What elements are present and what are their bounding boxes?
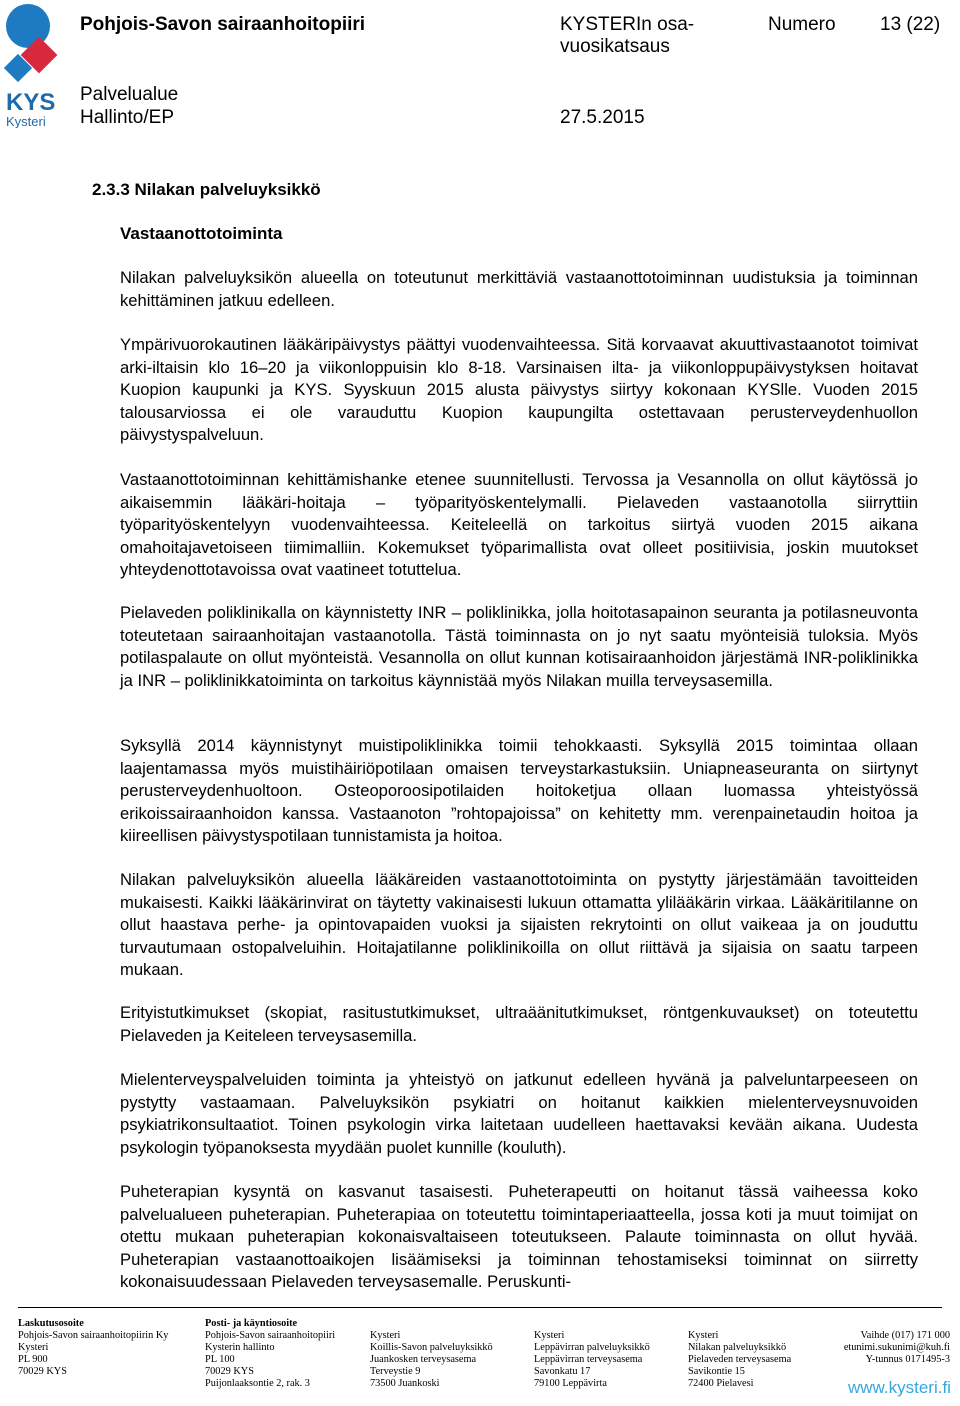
paragraph: Erityistutkimukset (skopiat, rasitustutkimukset, ultraäänitutkimukset, röntgenkuvaukset) on toteutettu Pielaveden ja Keiteleen terveysasemilla. [120,1003,918,1045]
footer-line: Nilakan palveluyksikkö [688,1342,787,1354]
kys-logo-mark [4,2,64,128]
logo-text: KYS [6,89,56,116]
paragraph: Ympärivuorokautinen lääkäripäivystys päättyi vuodenvaihteessa. Sitä korvaavat akuuttivastaanotot toimivat arki-iltaisin klo 16–20 ja viikonloppuisin klo 8-18. Varsinaisen ilta- ja viikonloppupäivystyksen hoitavat Kuopion kaupunki ja KYS. Syyskuun 2015 alusta päivystys siirtyy kokonaan KYSlle. Vuoden 2015 talousarviossa ei ole varauduttu Kuopion kaupungilta ostettavaan perusterveydenhuollon päivystyspalveluun. [120,335,918,444]
subheading: Vastaanottotoiminta [120,224,283,243]
section-heading: 2.3.3 Nilakan palveluyksikkö [92,180,321,199]
kys-logo [4,2,64,128]
footer-postal-address [205,1318,335,1391]
footer-pielavesi [688,1330,791,1390]
footer-heading: Laskutusosoite [18,1318,84,1329]
paragraph: Syksyllä 2014 käynnistynyt muistipoliklinikka toimii tehokkaasti. Syksyllä 2015 toimintaa ollaan laajentamassa myös muistihäiriöpotilaan omaisen terveystarkastuksiin. Uniapneaseuranta on siirtynyt perusterveydenhuoltoon. Osteoporoosipotilaiden hoitoketjua ollaan luomassa yhteistyössä erikoissairaanhoidon kanssa. Vastaanoton ”rohtopajoissa” on kehitetty mm. verenpainetaudin hoitoa ja kiireellisen päivystyspotilaan tunnistamista ja hoitoa. [120,736,918,845]
footer-line: Kysteri [534,1330,565,1341]
footer-heading: Posti- ja käyntiosoite [205,1318,298,1329]
footer-line: PL 100 [205,1354,235,1366]
footer-line: Savikontie 15 [688,1366,745,1378]
footer-line: Juankosken terveysasema [370,1354,477,1366]
footer-line: Leppävirran palveluyksikkö [534,1342,650,1354]
paragraph: Puheterapian kysyntä on kasvanut tasaisesti. Puheterapeutti on hoitanut tässä vaiheessa koko palvelualueen puheterapian. Puheterapiaa on toteutettu toimintaperiaatteella, jossa koti ja muut toimijat on otettu mukaan puheterapian kokonaisvaltaiseen toteutukseen. Palaute toiminnasta on ollut hyvää. Puheterapian vastaanottoaikojen lisäämiseksi ja toiminnan tehostamiseksi toiminnat on siirretty kokonaisuudessaan Pielaveden terveysasemalle. Peruskunti- [120,1182,918,1291]
footer-leppavirta [534,1330,650,1390]
footer-line: 73500 Juankoski [370,1378,440,1390]
footer-line: 70029 KYS [205,1366,254,1378]
footer-line: Pohjois-Savon sairaanhoitopiiri [205,1330,336,1342]
footer-line: Pielaveden terveysasema [688,1354,792,1366]
website-link[interactable]: www.kysteri.fi [848,1378,951,1397]
footer-line: Kysteri [18,1342,49,1354]
footer-line: PL 900 [18,1354,48,1366]
footer-line: Kysterin hallinto [205,1342,275,1354]
paragraph: Nilakan palveluyksikön alueella on toteutunut merkittäviä vastaanottotoiminnan uudistuksia ja toiminnan kehittäminen jatkuu edelleen. [120,268,918,310]
footer-line: Koillis-Savon palveluyksikkö [370,1342,493,1354]
footer-phone: Vaihde (017) 171 000 [860,1330,950,1341]
footer-juankoski [370,1330,493,1390]
page-number: 13 (22) [880,14,941,35]
footer-line: 79100 Leppävirta [534,1378,607,1390]
footer-line: Pohjois-Savon sairaanhoitopiirin Ky [18,1330,169,1342]
service-area-value: Hallinto/EP [80,107,174,128]
paragraph: Mielenterveyspalveluiden toiminta ja yhteistyö on jatkunut edelleen hyvänä ja palveluntarpeeseen on pystytty vastaamaan. Palveluyksikön psykiatri on hoitanut kaikkien mielenterveysnuvoiden psykiatrikonsultaatiot. Toinen psykologin virka laitetaan uudelleen haettavaksi kevään aikana. Uudesta psykologin työpanoksesta myydään puolet kunnille (kouluth). [120,1070,918,1157]
footer-billing-address [18,1318,168,1378]
footer-contact [830,1330,950,1366]
footer-line: 70029 KYS [18,1366,67,1378]
footer-line: Savonkatu 17 [534,1366,591,1378]
page-number-label: Numero [768,14,836,35]
organization-name: Pohjois-Savon sairaanhoitopiiri [80,14,366,35]
footer-divider [18,1307,942,1308]
footer-line: Kysteri [688,1330,719,1341]
paragraph: Pielaveden poliklinikalla on käynnistetty INR – poliklinikka, jolla hoitotasapainon seuranta ja potilasneuvonta toteutetaan sairaanhoitajan vastaanotolla. Tästä toiminnasta on jo nyt saatu myönteisiä tuloksia. Myös potilaspalaute on ollut myönteistä. Vesannolla on ollut kunnan kotisairaanhoidon järjestämä INR-poliklinikka ja INR – poliklinikkatoiminta on tarkoitus käynnistää myös Nilakan muilla terveysasemilla. [120,603,918,690]
footer-line: Terveystie 9 [370,1366,421,1378]
footer-email: etunimi.sukunimi@kuh.fi [843,1342,950,1354]
document-type: KYSTERIn osa-vuosikatsaus [560,14,695,57]
document-date: 27.5.2015 [560,107,645,128]
footer-line: Leppävirran terveysasema [534,1354,643,1366]
service-area-label: Palvelualue [80,84,179,105]
paragraph: Vastaanottotoiminnan kehittämishanke etenee suunnitellusti. Tervossa ja Vesannolla on ollut käytössä jo aikaisemmin lääkäri-hoitaja – työparityöskentelymalli. Pielaveden vastaanotolla siirryttiin työparityöskentelyyn vuodenvaihteessa. Keiteleellä on tarkoitus siirtyä vuoden 2015 aikana omahoitajavetoiseen tiimimalliin. Kokemukset työparimallista ovat olleet positiivisia, joskin muutokset yhteydenottotavoissa ovat vaatineet totuttelua. [120,470,918,579]
footer-line: 72400 Pielavesi [688,1378,754,1390]
footer-line: Kysteri [370,1330,401,1341]
paragraph: Nilakan palveluyksikön alueella lääkäreiden vastaanottotoiminta on pystytty järjestämään tavoitteiden mukaisesti. Kaikki lääkärinvirat on täytetty vakinaisesti lukuun ottamatta ylilääkärin virkaa. Lääkäritilanne on ollut haastava perhe- ja opintovapaiden vuoksi ja sijaisten rekrytointi on ollut vaikeaa ja on jouduttu turvautumaan ostopalveluihin. Hoitajatilanne poliklinikoilla on ollut riittävä ja sijaisia on saatu tarpeen mukaan. [120,870,918,979]
footer-line: Puijonlaaksontie 2, rak. 3 [205,1378,310,1390]
logo-subtext: Kysteri [6,114,46,128]
footer-business-id: Y-tunnus 0171495-3 [865,1354,950,1366]
